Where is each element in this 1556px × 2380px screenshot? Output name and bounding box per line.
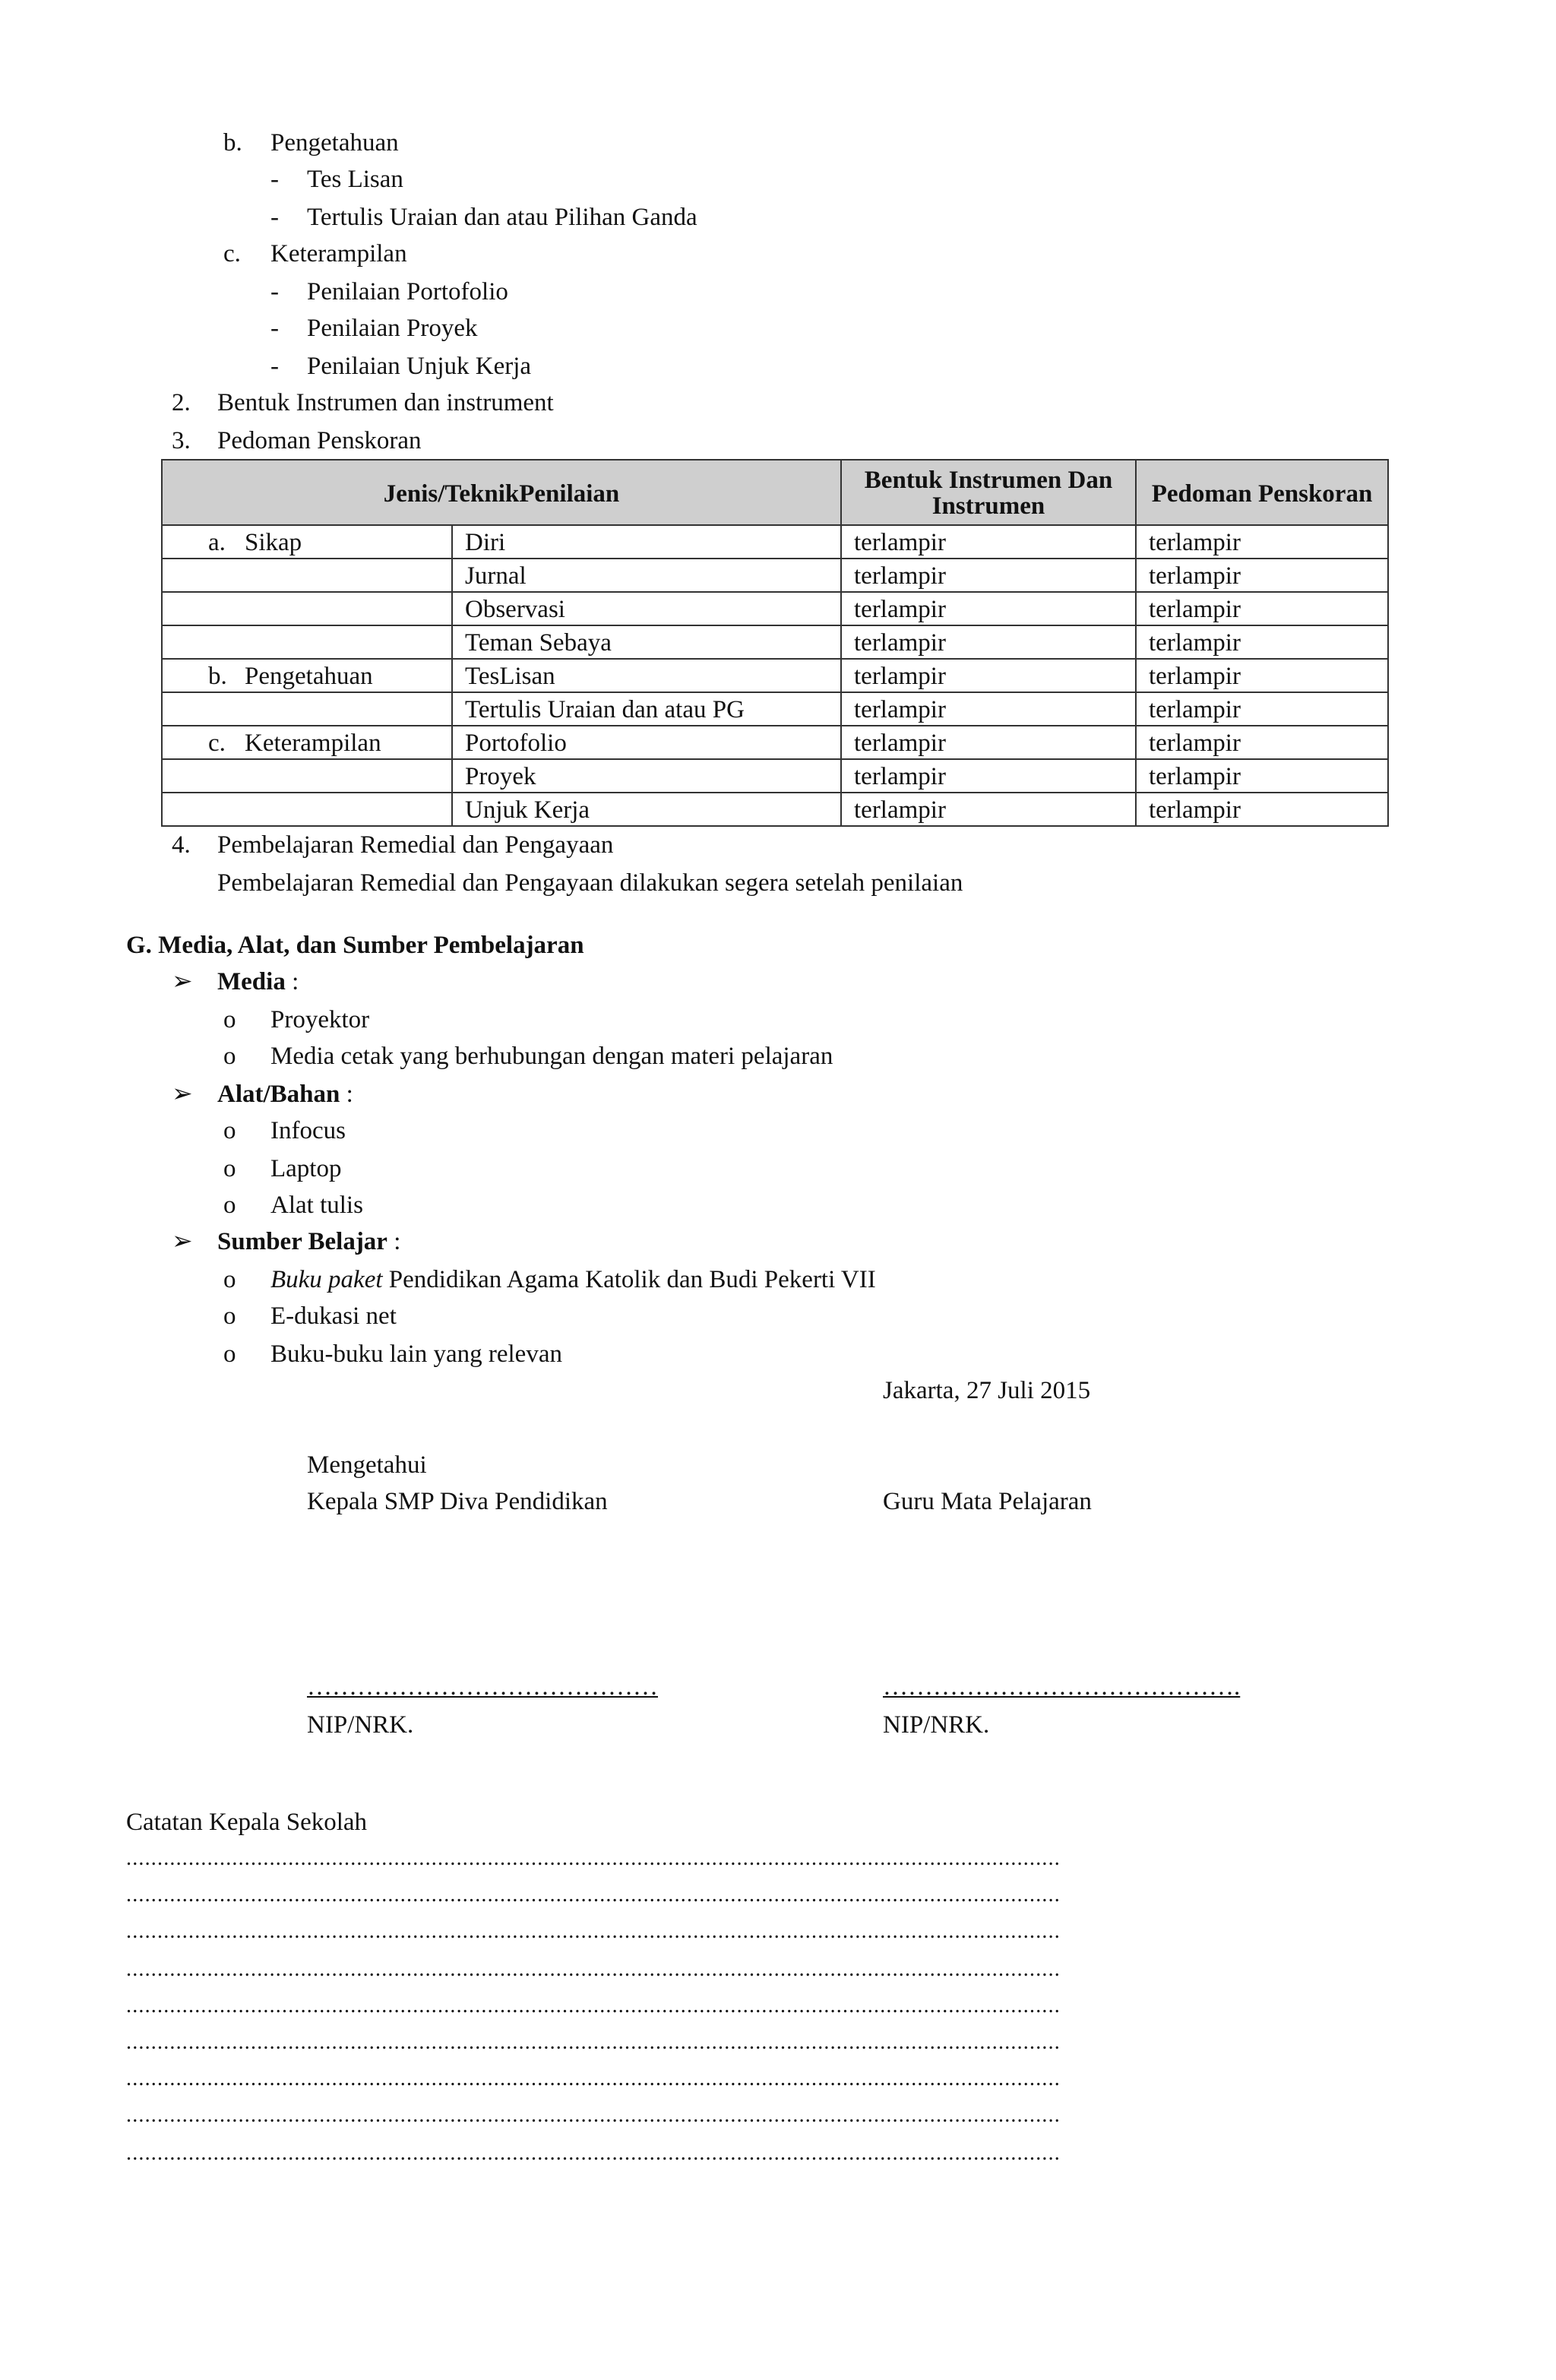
cell-technique: Portofolio [452, 726, 841, 759]
notes-dotted-line: ...................................................................................................................................................... [126, 1921, 1061, 1945]
item-number: 4. [172, 830, 191, 859]
assessment-c-item: Penilaian Unjuk Kerja [307, 351, 532, 380]
remedial-text: Pembelajaran Remedial dan Pengayaan dilakukan segera setelah penilaian [217, 868, 963, 897]
circle-bullet-icon: o [223, 1190, 236, 1219]
table-row [162, 659, 1388, 692]
cell-instrument: terlampir [841, 793, 1136, 826]
cell-technique: Diri [452, 525, 841, 559]
alat-heading: Alat/Bahan : [217, 1079, 353, 1108]
notes-dotted-line: ...................................................................................................................................................... [126, 2105, 1061, 2128]
cell-technique: Proyek [452, 759, 841, 793]
cell-instrument: terlampir [841, 692, 1136, 726]
cell-instrument: terlampir [841, 559, 1136, 592]
table-row [162, 625, 1388, 659]
sumber-heading: Sumber Belajar : [217, 1226, 401, 1255]
assessment-c-item: Penilaian Portofolio [307, 277, 508, 305]
cell-group [162, 726, 452, 759]
media-item: Proyektor [270, 1005, 370, 1033]
circle-bullet-icon: o [223, 1154, 236, 1182]
group-name: Sikap [245, 527, 302, 556]
item-scoring-guide: Pedoman Penskoran [217, 426, 422, 454]
item-instrument-form: Bentuk Instrumen dan instrument [217, 388, 554, 416]
group-label: b. [208, 661, 227, 690]
cell-scoring: terlampir [1136, 659, 1388, 692]
teacher-title: Guru Mata Pelajaran [883, 1486, 1092, 1515]
circle-bullet-icon: o [223, 1116, 236, 1144]
alat-item: Laptop [270, 1154, 342, 1182]
assessment-c-title: Keterampilan [270, 239, 407, 267]
media-item: Media cetak yang berhubungan dengan materi pelajaran [270, 1041, 833, 1070]
dash-marker: - [270, 351, 279, 380]
dash-marker: - [270, 313, 279, 342]
cell-group [162, 592, 452, 625]
sumber-item: E-dukasi net [270, 1301, 397, 1330]
circle-bullet-icon: o [223, 1339, 236, 1368]
cell-scoring: terlampir [1136, 592, 1388, 625]
group-name: Pengetahuan [245, 661, 373, 690]
group-label: a. [208, 527, 226, 556]
remedial-title: Pembelajaran Remedial dan Pengayaan [217, 830, 614, 859]
cell-instrument: terlampir [841, 726, 1136, 759]
sumber-item: Buku paket Pendidikan Agama Katolik dan Budi Pekerti VII [270, 1264, 876, 1293]
teacher-signature-line: ……………………………………. [883, 1672, 1241, 1701]
cell-scoring: terlampir [1136, 759, 1388, 793]
table-row [162, 559, 1388, 592]
cell-group [162, 793, 452, 826]
table-row [162, 759, 1388, 793]
assessment-table [161, 459, 1389, 827]
header-instrument: Bentuk Instrumen Dan Instrumen [841, 460, 1136, 525]
table-row [162, 726, 1388, 759]
cell-technique: Tertulis Uraian dan atau PG [452, 692, 841, 726]
notes-dotted-line: ...................................................................................................................................................... [126, 2032, 1061, 2055]
cell-instrument: terlampir [841, 759, 1136, 793]
cell-scoring: terlampir [1136, 559, 1388, 592]
circle-bullet-icon: o [223, 1005, 236, 1033]
assessment-b-label: b. [223, 128, 242, 157]
cell-scoring: terlampir [1136, 525, 1388, 559]
arrow-bullet-icon: ➢ [172, 1079, 193, 1108]
table-body [162, 525, 1388, 826]
cell-technique: TesLisan [452, 659, 841, 692]
cell-group [162, 559, 452, 592]
notes-dotted-line: ...................................................................................................................................................... [126, 1885, 1061, 1908]
cell-group [162, 525, 452, 559]
cell-instrument: terlampir [841, 625, 1136, 659]
media-heading: Media : [217, 967, 299, 995]
cell-group [162, 692, 452, 726]
header-scoring: Pedoman Penskoran [1136, 460, 1388, 525]
cell-technique: Unjuk Kerja [452, 793, 841, 826]
table-row [162, 592, 1388, 625]
header-technique: Jenis/TeknikPenilaian [162, 460, 841, 525]
principal-title: Kepala SMP Diva Pendidikan [307, 1486, 608, 1515]
assessment-b-item: Tes Lisan [307, 164, 403, 193]
principal-signature-line: …………………………………… [307, 1672, 658, 1701]
sumber-item: Buku-buku lain yang relevan [270, 1339, 562, 1368]
item-number: 2. [172, 388, 191, 416]
circle-bullet-icon: o [223, 1301, 236, 1330]
assessment-c-label: c. [223, 239, 241, 267]
assessment-b-title: Pengetahuan [270, 128, 399, 157]
cell-instrument: terlampir [841, 592, 1136, 625]
cell-instrument: terlampir [841, 525, 1136, 559]
alat-item: Alat tulis [270, 1190, 363, 1219]
dash-marker: - [270, 277, 279, 305]
cell-scoring: terlampir [1136, 726, 1388, 759]
notes-dotted-line: ...................................................................................................................................................... [126, 2142, 1061, 2166]
item-number: 3. [172, 426, 191, 454]
group-label: c. [208, 728, 226, 757]
table-row [162, 692, 1388, 726]
cell-group [162, 625, 452, 659]
cell-technique: Jurnal [452, 559, 841, 592]
cell-technique: Observasi [452, 592, 841, 625]
group-name: Keterampilan [245, 728, 381, 757]
cell-scoring: terlampir [1136, 625, 1388, 659]
dash-marker: - [270, 202, 279, 231]
cell-instrument: terlampir [841, 659, 1136, 692]
knowing-label: Mengetahui [307, 1450, 427, 1479]
dash-marker: - [270, 164, 279, 193]
section-g-heading: G. Media, Alat, dan Sumber Pembelajaran [126, 930, 584, 959]
notes-dotted-line: ...................................................................................................................................................... [126, 1995, 1061, 2018]
notes-dotted-line: ...................................................................................................................................................... [126, 2068, 1061, 2092]
principal-nip: NIP/NRK. [307, 1710, 414, 1739]
arrow-bullet-icon: ➢ [172, 967, 193, 995]
arrow-bullet-icon: ➢ [172, 1226, 193, 1255]
circle-bullet-icon: o [223, 1041, 236, 1070]
table-header-row [162, 460, 1388, 525]
place-date: Jakarta, 27 Juli 2015 [883, 1375, 1091, 1404]
assessment-c-item: Penilaian Proyek [307, 313, 478, 342]
cell-scoring: terlampir [1136, 692, 1388, 726]
table-row [162, 793, 1388, 826]
cell-technique: Teman Sebaya [452, 625, 841, 659]
notes-dotted-line: ...................................................................................................................................................... [126, 1848, 1061, 1871]
cell-scoring: terlampir [1136, 793, 1388, 826]
cell-group [162, 659, 452, 692]
assessment-b-item: Tertulis Uraian dan atau Pilihan Ganda [307, 202, 697, 231]
teacher-nip: NIP/NRK. [883, 1710, 990, 1739]
cell-group [162, 759, 452, 793]
alat-item: Infocus [270, 1116, 346, 1144]
table-row [162, 525, 1388, 559]
notes-dotted-line: ...................................................................................................................................................... [126, 1958, 1061, 1982]
notes-title: Catatan Kepala Sekolah [126, 1807, 368, 1836]
circle-bullet-icon: o [223, 1264, 236, 1293]
